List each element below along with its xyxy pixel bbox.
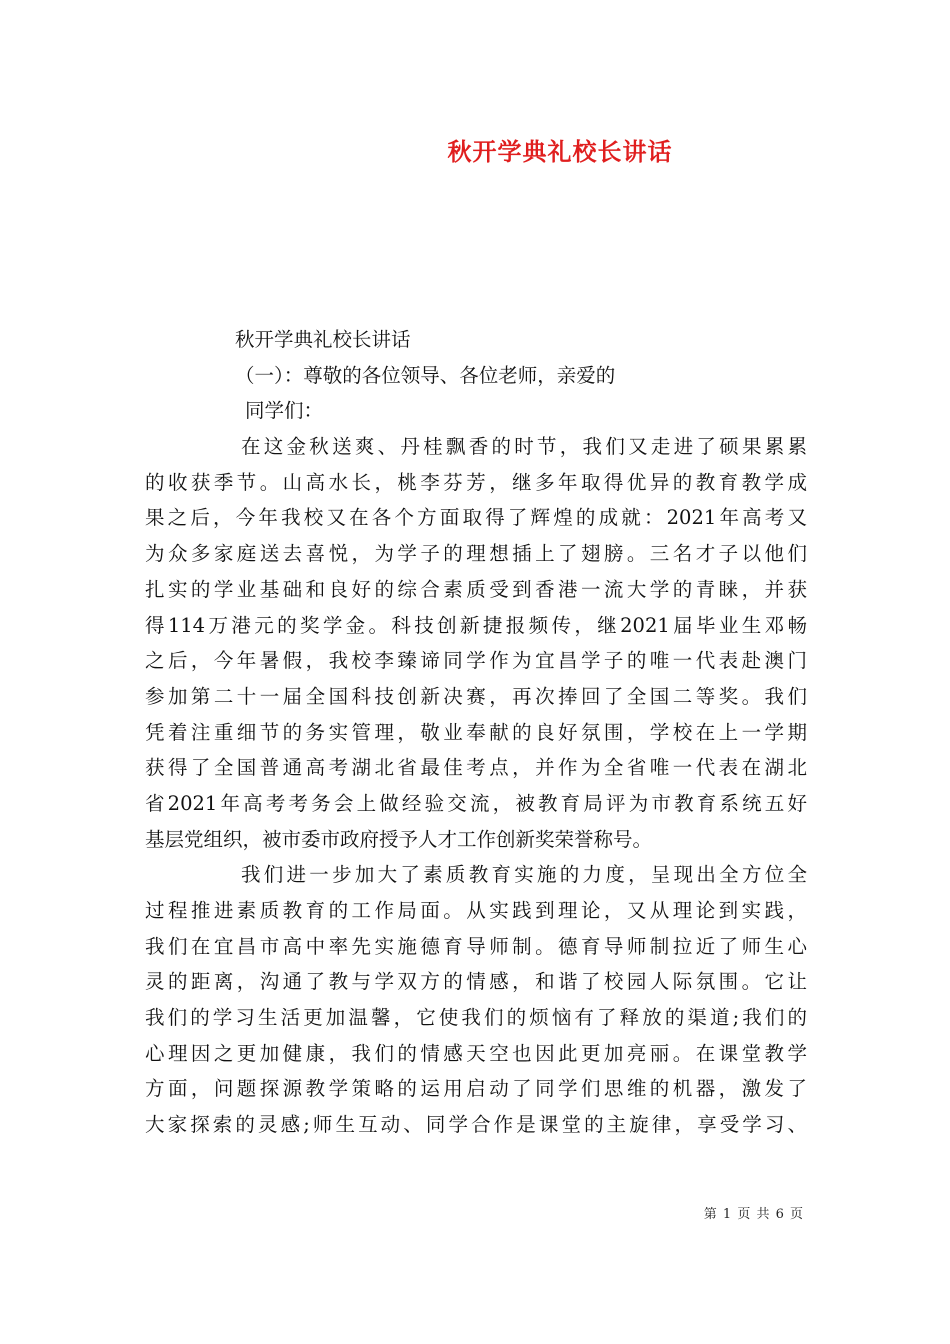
paragraph-line: 基层党组织，被市委市政府授予人才工作创新奖荣誉称号。 — [145, 827, 653, 851]
paragraph-line: 的收获季节。山高水长，桃李芬芳，继多年取得优异的教育教学成 — [145, 470, 807, 494]
paragraph-line: 果之后，今年我校又在各个方面取得了辉煌的成就：2021年高考又 — [145, 506, 807, 530]
page-title: 秋开学典礼校长讲话 — [447, 137, 673, 166]
paragraph-line: 我们进一步加大了素质教育实施的力度，呈现出全方位全 — [241, 863, 807, 887]
paragraph-line: 获得了全国普通高考湖北省最佳考点，并作为全省唯一代表在湖北 — [145, 756, 807, 780]
document-body — [145, 322, 807, 1143]
paragraph-line: 灵的距离，沟通了教与学双方的情感，和谐了校园人际氛围。它让 — [145, 970, 807, 994]
salutation-line: 同学们： — [245, 399, 324, 423]
paragraph-line: 凭着注重细节的务实管理，敬业奉献的良好氛围，学校在上一学期 — [145, 720, 807, 744]
paragraph-line: 为众多家庭送去喜悦，为学子的理想插上了翅膀。三名才子以他们 — [145, 542, 807, 566]
paragraph-line: 得114万港元的奖学金。科技创新捷报频传，继2021届毕业生邓畅 — [145, 613, 807, 637]
salutation-line: （一）：尊敬的各位领导、各位老师，亲爱的 — [235, 363, 616, 387]
page-number-footer: 第 1 页 共 6 页 — [703, 1207, 804, 1222]
paragraph-line: 省2021年高考考务会上做经验交流，被教育局评为市教育系统五好 — [145, 791, 807, 815]
paragraph-line: 我们的学习生活更加温馨，它使我们的烦恼有了释放的渠道;我们的 — [145, 1006, 807, 1030]
paragraph-line: 方面，问题探源教学策略的运用启动了同学们思维的机器，激发了 — [145, 1077, 807, 1101]
paragraph-line: 在这金秋送爽、丹桂飘香的时节，我们又走进了硕果累累 — [241, 435, 807, 459]
paragraph-line: 参加第二十一届全国科技创新决赛，再次捧回了全国二等奖。我们 — [145, 684, 807, 708]
paragraph-line: 过程推进素质教育的工作局面。从实践到理论，又从理论到实践， — [145, 899, 807, 922]
paragraph-line: 扎实的学业基础和良好的综合素质受到香港一流大学的青睐，并获 — [145, 577, 807, 601]
paragraph-line: 之后，今年暑假，我校李臻谛同学作为宜昌学子的唯一代表赴澳门 — [145, 649, 807, 673]
paragraph-line: 大家探索的灵感;师生互动、同学合作是课堂的主旋律，享受学习、 — [145, 1113, 807, 1137]
body-heading: 秋开学典礼校长讲话 — [235, 328, 411, 351]
paragraph-line: 心理因之更加健康，我们的情感天空也因此更加亮丽。在课堂教学 — [145, 1041, 807, 1065]
paragraph-line: 我们在宜昌市高中率先实施德育导师制。德育导师制拉近了师生心 — [145, 934, 807, 958]
